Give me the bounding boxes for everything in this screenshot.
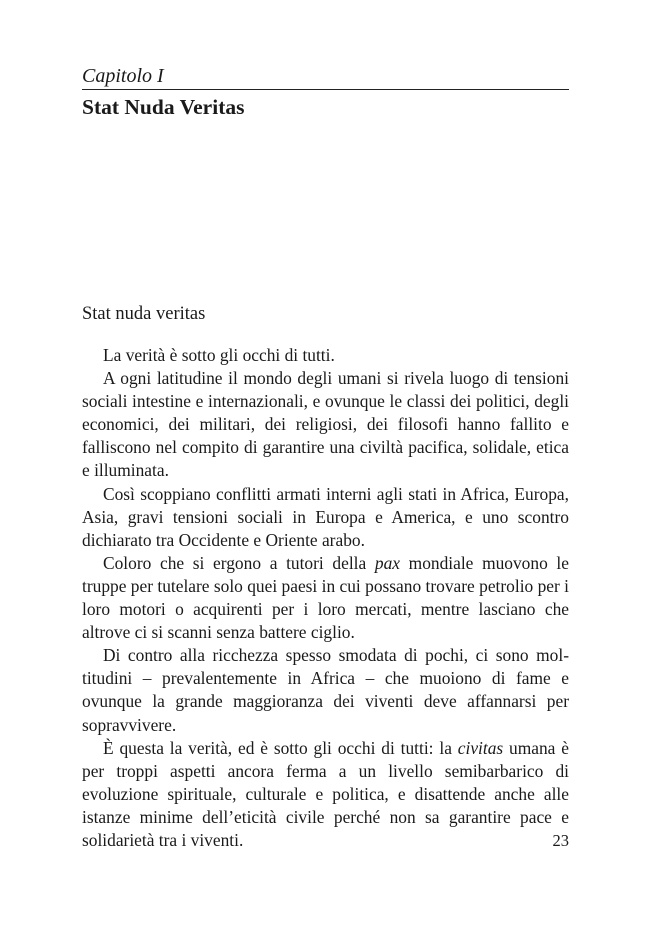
chapter-title: Stat Nuda Veritas [82,95,245,119]
body-paragraph [82,552,569,644]
italic-term: civitas [457,737,504,758]
paragraph-text: Di contro alla ricchezza spesso smodata di pochi, ci sono moltitudini – prevalentemente in Africa – che muoiono di fame e ovunque la grande maggioranza dei viventi deve affannarsi per sopravvivere. [82,645,569,735]
chapter-label: Capitolo I [82,65,164,87]
paragraph-text: Coloro che si ergono a tutori della [103,552,375,573]
body-text [82,344,569,852]
paragraph-text: umana è per troppi aspetti ancora ferma a un livello semibarbarico di evoluzione spirituale, culturale e politica, e disattende anche alle istanze minime dell’eticità civile perché non sa garantire pace e solidarietà tra i viventi. [82,737,569,850]
paragraph-text: La verità è sotto gli occhi di tutti. [103,345,335,365]
paragraph-text: A ogni latitudine il mondo degli umani si rivela luogo di tensioni sociali intestine e internazionali, e ovunque le classi dei politici, degli economici, dei militari, dei religiosi, dei filosofi hanno fallito e falliscono nel compito di garantire una civiltà pacifica, solidale, etica e illuminata. [82,368,569,481]
body-paragraph [82,644,569,736]
paragraph-text: mondiale muovono le truppe per tutelare solo quei paesi in cui possano trovare petrolio per i loro motori o acquirenti per i loro mercati, mentre lasciano che altrove ci si scanni senza battere ciglio. [82,552,569,643]
body-paragraph [82,344,569,367]
paragraph-text: Così scoppiano conflitti armati interni agli stati in Africa, Europa, Asia, gravi tensioni sociali in Europa e America, e uno scontro dichiarato tra Occidente e Oriente arabo. [82,483,569,550]
chapter-divider [82,89,569,90]
body-paragraph [82,737,569,852]
body-paragraph [82,367,569,482]
paragraph-text: È questa la verità, ed è sotto gli occhi di tutti: la [103,737,458,758]
section-heading: Stat nuda veritas [82,304,206,324]
italic-term: pax [374,552,401,573]
body-paragraph [82,483,569,552]
page-number: 23 [552,831,569,850]
